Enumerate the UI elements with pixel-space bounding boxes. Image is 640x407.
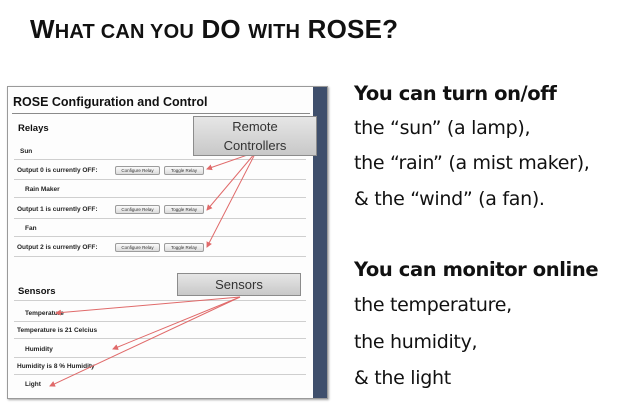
configure-relay-2-button[interactable]: Configure Relay bbox=[115, 243, 160, 252]
title-with: WITH bbox=[248, 21, 301, 43]
sensor-name-light: Light bbox=[25, 381, 41, 388]
sensors-callout: Sensors bbox=[177, 273, 301, 296]
sensor-reading-temperature: Temperature is 21 Celcius bbox=[17, 327, 98, 334]
sensor-reading-humidity: Humidity is 8 % Humidity bbox=[17, 363, 95, 370]
title-w: W bbox=[30, 14, 55, 44]
text-rain: the “rain” (a mist maker), bbox=[354, 152, 590, 174]
title-do: DO bbox=[201, 14, 241, 44]
arrow-sensors-to-humidity bbox=[113, 297, 240, 349]
relay-name-fan: Fan bbox=[25, 225, 37, 232]
relay-name-rain-maker: Rain Maker bbox=[25, 186, 60, 193]
relay-status-2: Output 2 is currently OFF: bbox=[17, 244, 98, 251]
heading-monitor-online: You can monitor online bbox=[354, 258, 599, 281]
panel-title: ROSE Configuration and Control bbox=[13, 95, 208, 109]
remote-callout-line2: Controllers bbox=[223, 138, 287, 153]
title-rose: ROSE? bbox=[307, 14, 399, 44]
relays-heading: Relays bbox=[18, 123, 49, 134]
title-what-can-you: HAT CAN YOU bbox=[54, 21, 194, 43]
arrow-sensors-to-light bbox=[50, 297, 240, 386]
configure-relay-1-button[interactable]: Configure Relay bbox=[115, 205, 160, 214]
text-sun: the “sun” (a lamp), bbox=[354, 117, 531, 139]
toggle-relay-1-button[interactable]: Toggle Relay bbox=[164, 205, 204, 214]
remote-callout-line1: Remote bbox=[232, 119, 278, 134]
remote-controllers-callout bbox=[193, 116, 317, 156]
text-wind: & the “wind” (a fan). bbox=[354, 188, 545, 210]
sensors-heading: Sensors bbox=[18, 286, 56, 297]
sensor-name-humidity: Humidity bbox=[25, 346, 53, 353]
text-temperature: the temperature, bbox=[354, 294, 512, 316]
arrow-sensors-to-temperature bbox=[56, 297, 240, 313]
relay-name-sun: Sun bbox=[20, 148, 33, 155]
relay-status-0: Output 0 is currently OFF: bbox=[17, 167, 98, 174]
text-light: & the light bbox=[354, 367, 451, 389]
text-humidity: the humidity, bbox=[354, 331, 478, 353]
heading-turn-on-off: You can turn on/off bbox=[354, 82, 557, 105]
configure-relay-0-button[interactable]: Configure Relay bbox=[115, 166, 160, 175]
relay-status-1: Output 1 is currently OFF: bbox=[17, 206, 98, 213]
toggle-relay-0-button[interactable]: Toggle Relay bbox=[164, 166, 204, 175]
sensor-name-temperature: Temperature bbox=[25, 310, 64, 317]
toggle-relay-2-button[interactable]: Toggle Relay bbox=[164, 243, 204, 252]
